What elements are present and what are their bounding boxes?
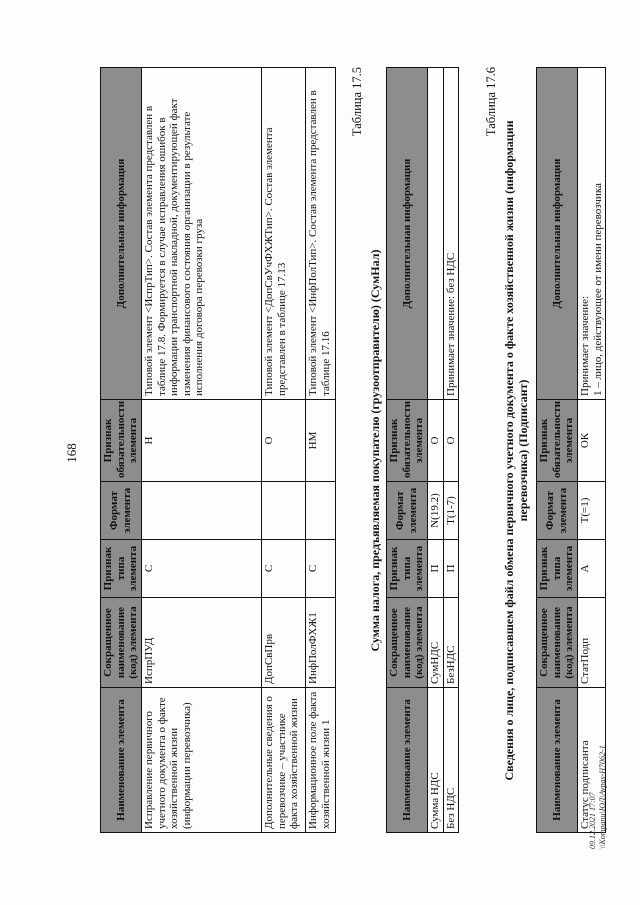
- cell-info: Типовой элемент <ИспрТип>. Состав элемента представлен в таблице 17.8. Формируется в случае исправления ошибок в информации транспортной накладной, документирующей факт изменения финансового состояния организации в результате исполнения договора перевозки груза: [141, 68, 261, 400]
- table-row: [261, 68, 305, 833]
- cell-info: Типовой элемент <ИнфПолТип>. Состав элемента представлен в таблице 17.16: [305, 68, 335, 400]
- col-header-code: Сокращенное наименование (код) элемента: [537, 598, 578, 688]
- table-row: [141, 68, 261, 833]
- cell-required: О: [443, 400, 459, 482]
- table-header-row: [101, 68, 142, 833]
- cell-format: N(19.2): [427, 482, 443, 540]
- col-header-type: Признак типа элемента: [387, 540, 428, 598]
- cell-type: С: [141, 540, 261, 598]
- cell-name: Статус подписанта: [577, 688, 605, 833]
- cell-required: О: [427, 400, 443, 482]
- col-header-required: Признак обязательности элемента: [101, 400, 142, 482]
- col-header-type: Признак типа элемента: [537, 540, 578, 598]
- table-row: [443, 68, 459, 833]
- table-17-6-caption: Сведения о лице, подписавшем файл обмена первичного учетного документа о факте хозяйственной жизни (информации перевозчика) (Подписант): [502, 120, 531, 781]
- col-header-format: Формат элемента: [537, 482, 578, 540]
- print-footer: [588, 745, 608, 849]
- cell-info: Типовой элемент <ДопСвУчФХЖТип>. Состав элемента представлен в таблице 17.13: [261, 68, 305, 400]
- cell-type: П: [443, 540, 459, 598]
- footer-timestamp: 09.12.2021 17:07: [588, 792, 597, 849]
- cell-info: Принимает значение: 1 – лицо, действующее от имени перевозчика: [577, 68, 605, 400]
- cell-name: Сумма НДС: [427, 688, 443, 833]
- table-row: [577, 68, 605, 833]
- cell-format: [305, 482, 335, 540]
- cell-required: Н: [141, 400, 261, 482]
- col-header-info: Дополнительная информация: [101, 68, 142, 400]
- cell-format: [141, 482, 261, 540]
- cell-format: T(1-7): [443, 482, 459, 540]
- page-number: 168: [64, 443, 79, 463]
- col-header-required: Признак обязательности элемента: [537, 400, 578, 482]
- cell-info: Принимает значение: без НДС: [443, 68, 459, 400]
- cell-name: Информационное поле факта хозяйственной жизни 1: [305, 688, 335, 833]
- col-header-format: Формат элемента: [101, 482, 142, 540]
- table-17-5: [386, 67, 459, 833]
- cell-code: ДопСвПрв: [261, 598, 305, 688]
- cell-required: О: [261, 400, 305, 482]
- table-header-row: [537, 68, 578, 833]
- cell-code: ИнфПолФХЖ1: [305, 598, 335, 688]
- cell-required: ОК: [577, 400, 605, 482]
- table-17-5-label: Таблица 17.5: [350, 67, 364, 137]
- col-header-code: Сокращенное наименование (код) элемента: [387, 598, 428, 688]
- col-header-name: Наименование элемента: [537, 688, 578, 833]
- col-header-name: Наименование элемента: [387, 688, 428, 833]
- cell-code: БезНДС: [443, 598, 459, 688]
- rotated-content: [52, 53, 612, 853]
- cell-type: П: [427, 540, 443, 598]
- table-row: [305, 68, 335, 833]
- cell-format: [261, 482, 305, 540]
- col-header-code: Сокращенное наименование (код) элемента: [101, 598, 142, 688]
- cell-type: А: [577, 540, 605, 598]
- cell-required: НМ: [305, 400, 335, 482]
- table-elements-continued: [100, 67, 336, 833]
- cell-code: СтатПодп: [577, 598, 605, 688]
- table-17-5-caption: Сумма налога, предъявляемая покупателю (грузоотправителю) (СумНал): [368, 249, 382, 652]
- col-header-info: Дополнительная информация: [537, 68, 578, 400]
- table-17-6-label: Таблица 17.6: [484, 67, 498, 137]
- col-header-required: Признак обязательности элемента: [387, 400, 428, 482]
- cell-code: СумНДС: [427, 598, 443, 688]
- col-header-format: Формат элемента: [387, 482, 428, 540]
- col-header-info: Дополнительная информация: [387, 68, 428, 400]
- cell-format: T(=1): [577, 482, 605, 540]
- footer-path: \\Kompanu\ЮЛ\Avpas-Н7062-1: [598, 745, 607, 849]
- cell-name: Исправление первичного учетного документа о факте хозяйственной жизни (информации перевозчика): [141, 688, 261, 833]
- cell-type: С: [305, 540, 335, 598]
- table-header-row: [387, 68, 428, 833]
- col-header-type: Признак типа элемента: [101, 540, 142, 598]
- cell-info: [427, 68, 443, 400]
- col-header-name: Наименование элемента: [101, 688, 142, 833]
- table-row: [427, 68, 443, 833]
- cell-type: С: [261, 540, 305, 598]
- cell-code: ИспрПУД: [141, 598, 261, 688]
- cell-name: Дополнительные сведения о перевозчике – участнике факта хозяйственной жизни: [261, 688, 305, 833]
- cell-name: Без НДС: [443, 688, 459, 833]
- table-17-6: [536, 67, 606, 833]
